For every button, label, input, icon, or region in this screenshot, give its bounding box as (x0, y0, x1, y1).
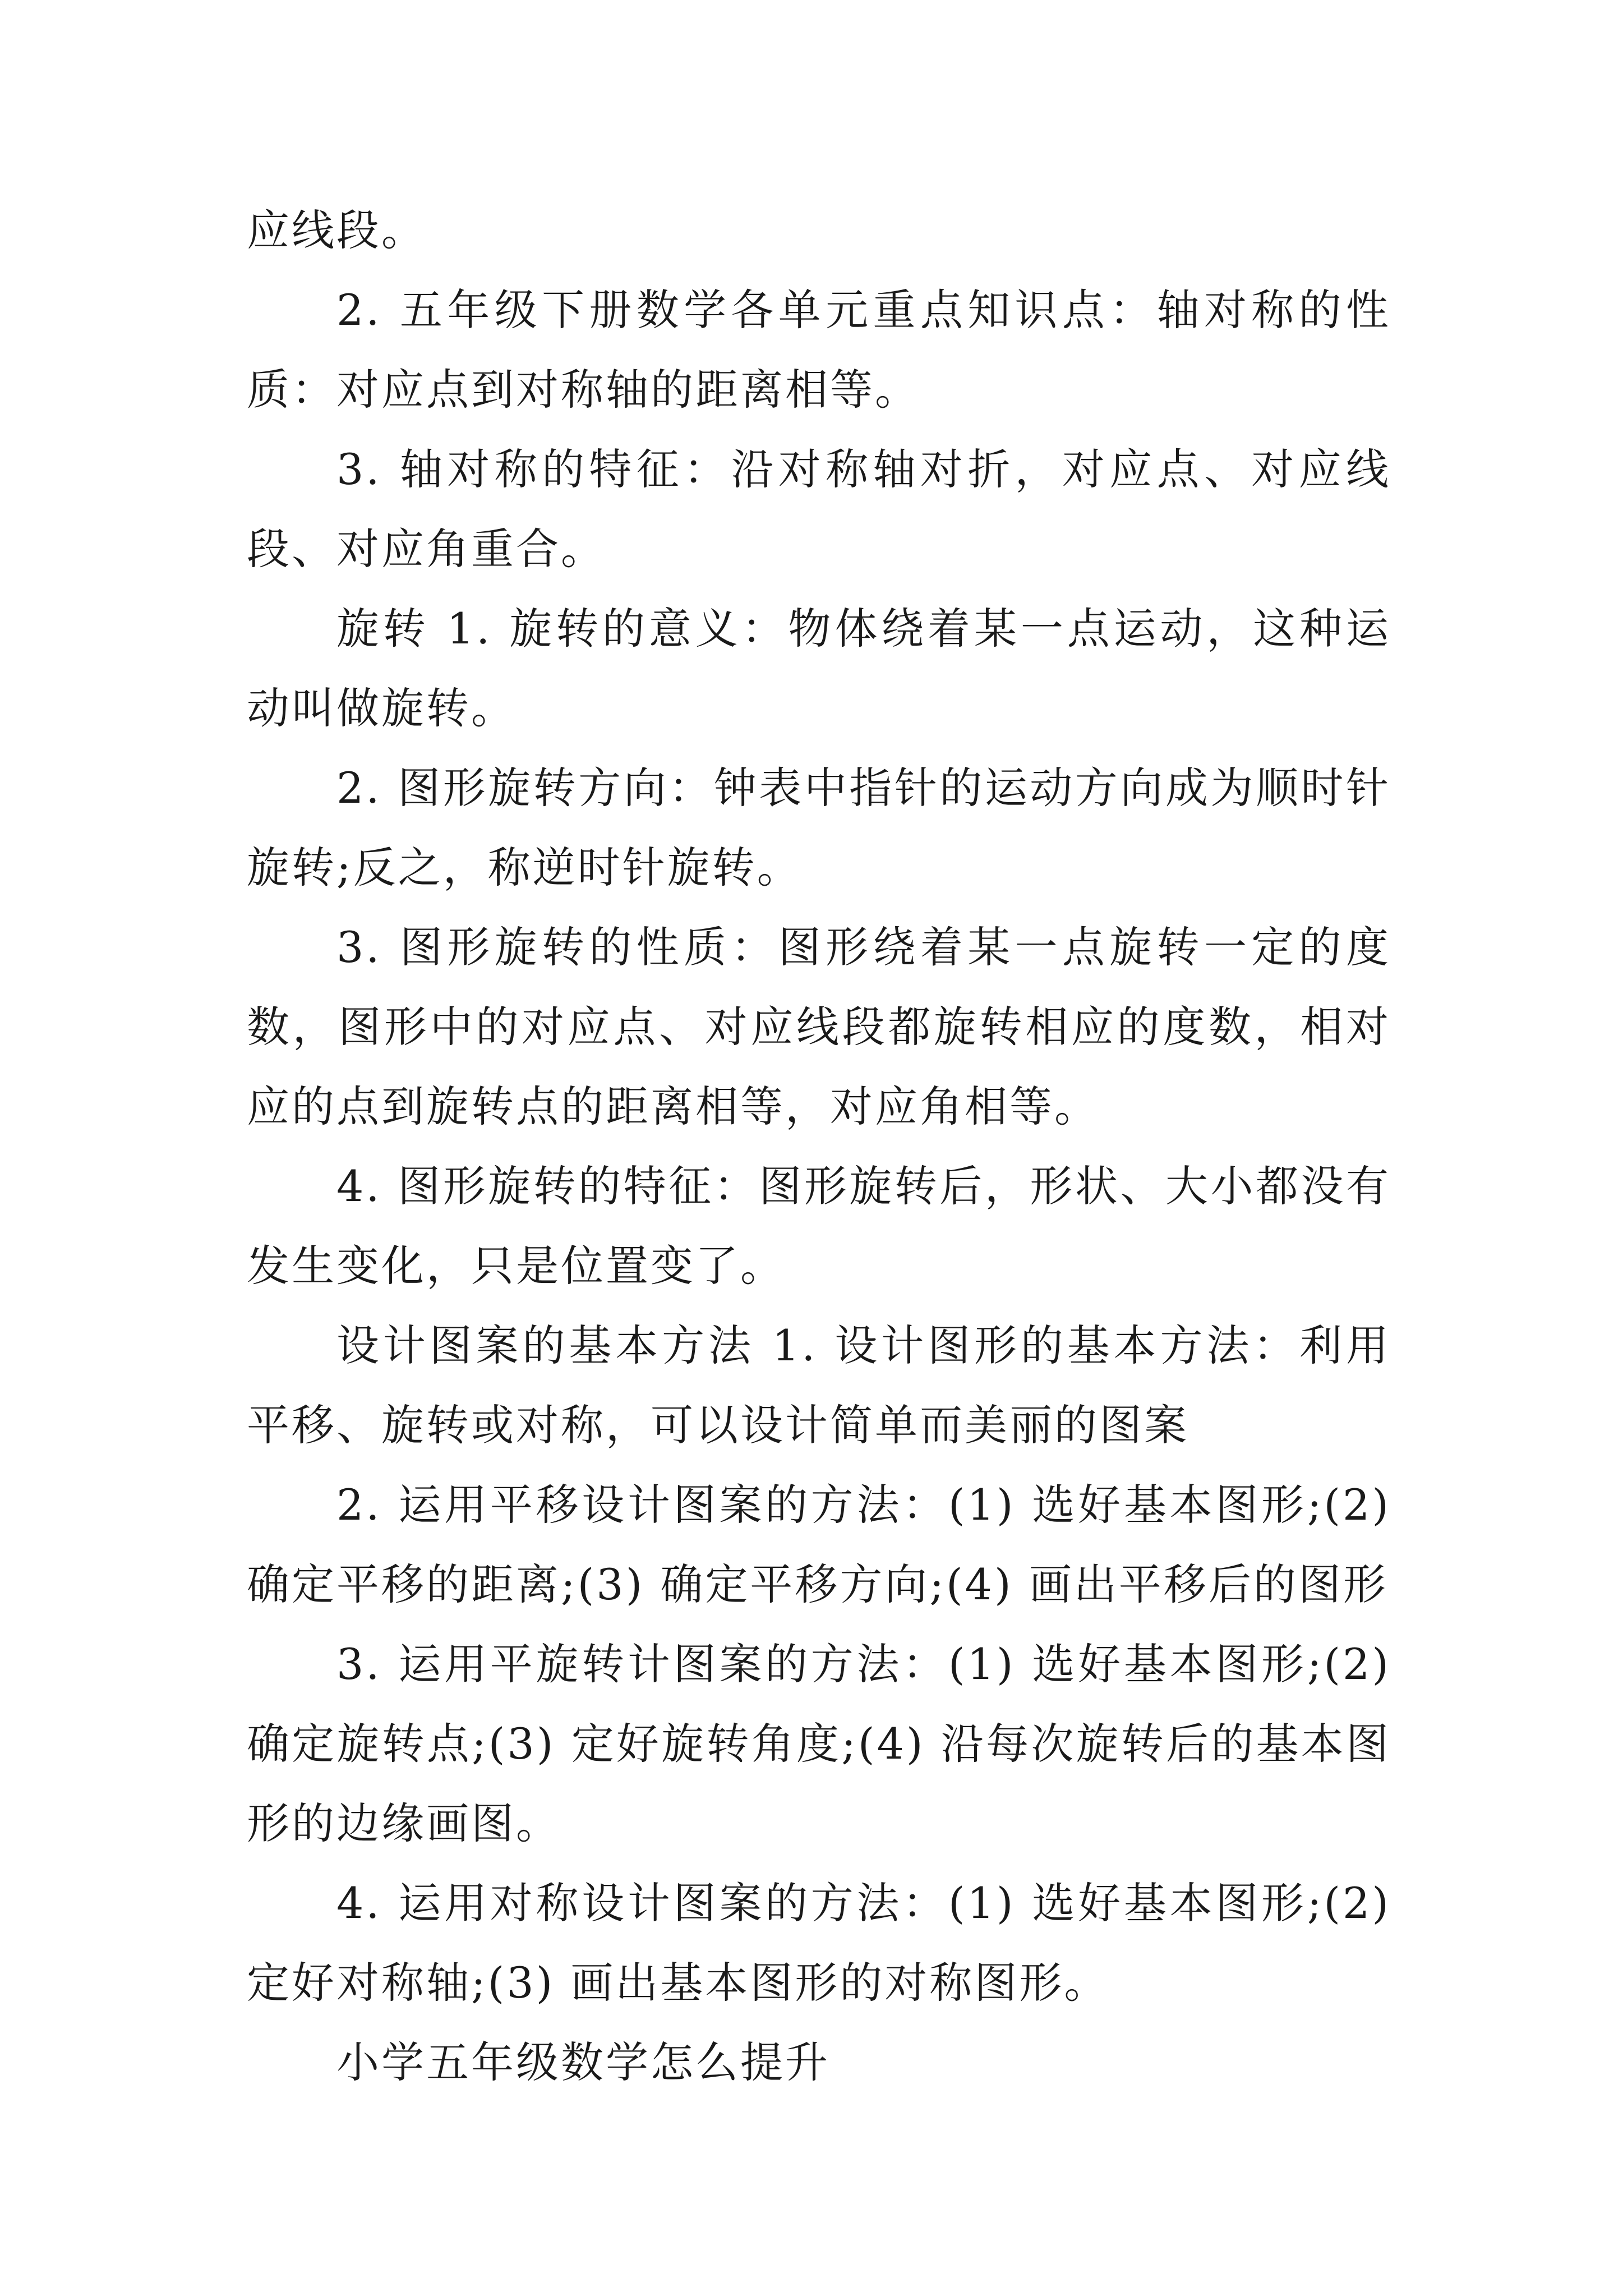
section-heading: 小学五年级数学怎么提升 (336, 2037, 830, 2087)
paragraph-symmetry-property: 2. 五年级下册数学各单元重点知识点：轴对称的性质：对应点到对称轴的距离相等。 (247, 285, 1391, 415)
paragraph-rotation-feature: 4. 图形旋转的特征：图形旋转后，形状、大小都没有发生变化，只是位置变了。 (247, 1161, 1391, 1291)
paragraph-design-symmetry: 4. 运用对称设计图案的方法：(1) 选好基本图形;(2) 定好对称轴;(3) 画出基本图形的对称图形。 (247, 1878, 1391, 2008)
paragraph-design-translation: 2. 运用平移设计图案的方法：(1) 选好基本图形;(2) 确定平移的距离;(3) 确定平移方向;(4) 画出平移后的图形 (247, 1480, 1391, 1609)
document-body (247, 191, 1391, 2102)
paragraph-rotation-direction: 2. 图形旋转方向：钟表中指针的运动方向成为顺时针旋转;反之，称逆时针旋转。 (247, 763, 1391, 892)
paragraph-design-basic: 设计图案的基本方法 1. 设计图形的基本方法：利用平移、旋转或对称，可以设计简单而美丽的图案 (247, 1320, 1391, 1450)
paragraph-continuation: 应线段。 (247, 205, 426, 255)
paragraph-rotation-property: 3. 图形旋转的性质：图形绕着某一点旋转一定的度数，图形中的对应点、对应线段都旋转相应的度数，相对应的点到旋转点的距离相等，对应角相等。 (247, 922, 1391, 1131)
paragraph-symmetry-feature: 3. 轴对称的特征：沿对称轴对折，对应点、对应线段、对应角重合。 (247, 444, 1391, 574)
paragraph-rotation-meaning: 旋转 1. 旋转的意义：物体绕着某一点运动，这种运动叫做旋转。 (247, 604, 1391, 733)
paragraph-design-rotation: 3. 运用平旋转计图案的方法：(1) 选好基本图形;(2) 确定旋转点;(3) 定好旋转角度;(4) 沿每次旋转后的基本图形的边缘画图。 (247, 1639, 1391, 1848)
